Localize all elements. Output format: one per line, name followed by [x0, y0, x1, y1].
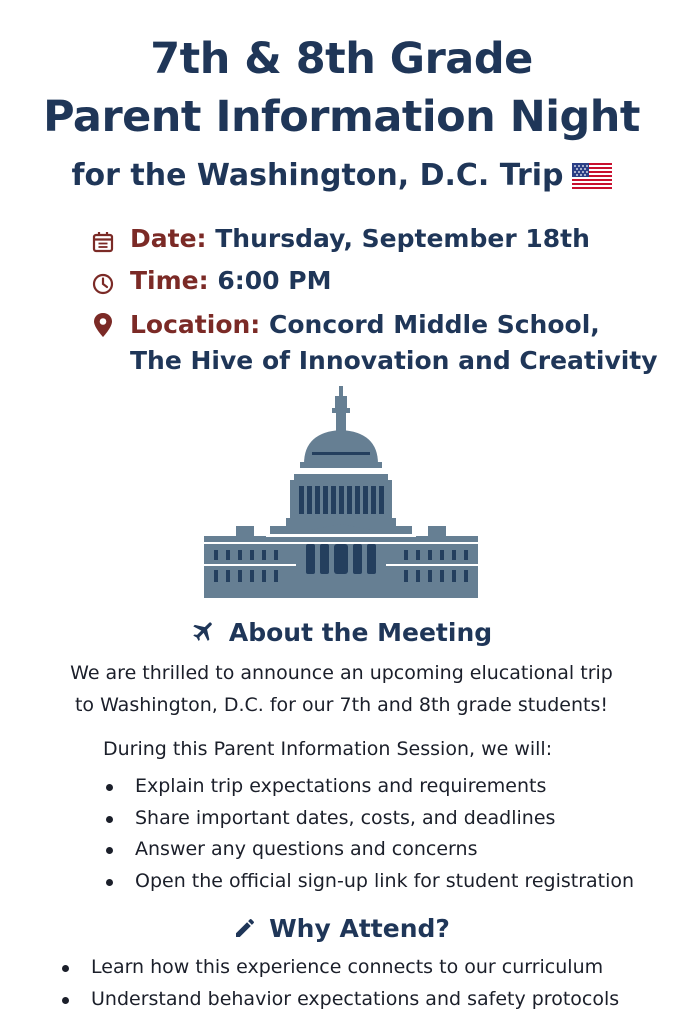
title-line-1: 7th & 8th Grade [150, 34, 533, 84]
time-label: Time: [130, 266, 209, 295]
date-label: Date: [130, 224, 207, 253]
list-item: Learn how this experience connects to our curriculum [58, 952, 619, 984]
why-heading-text: Why Attend? [269, 914, 450, 943]
us-flag-icon [572, 160, 612, 200]
date-row [92, 223, 590, 255]
list-item: Explain trip expectations and requirements [102, 771, 634, 803]
about-heading [0, 616, 683, 653]
date-value: Thursday, September 18th [215, 224, 590, 253]
pencil-icon [233, 915, 257, 949]
subtitle [0, 156, 683, 200]
subtitle-text: for the Washington, D.C. Trip [71, 158, 564, 193]
why-list [58, 952, 619, 1015]
session-intro: During this Parent Information Session, we will: [103, 738, 553, 760]
location-label: Location: [130, 310, 261, 339]
list-item: Understand behavior expectations and safety protocols [58, 984, 619, 1016]
location-row [92, 309, 600, 341]
why-heading [0, 912, 683, 949]
about-heading-text: About the Meeting [228, 618, 493, 647]
about-paragraph-line-1: We are thrilled to announce an upcoming elucational trip [70, 662, 613, 684]
location-value-line-2: The Hive of Innovation and Creativity [130, 346, 658, 375]
airplane-icon [191, 618, 217, 653]
location-pin-icon [92, 312, 114, 346]
title-line-2: Parent Information Night [43, 92, 640, 142]
clock-icon [92, 271, 114, 303]
time-value: 6:00 PM [217, 266, 332, 295]
list-item: Share important dates, costs, and deadlines [102, 803, 634, 835]
about-paragraph-line-2: to Washington, D.C. for our 7th and 8th grade students! [74, 694, 609, 716]
capitol-building-icon [204, 386, 478, 602]
calendar-icon [92, 229, 114, 261]
time-row [92, 265, 331, 297]
list-item: Open the official sign-up link for student registration [102, 866, 634, 898]
location-value-line-1: Concord Middle School, [269, 310, 600, 339]
list-item: Answer any questions and concerns [102, 834, 634, 866]
session-list [102, 771, 634, 897]
